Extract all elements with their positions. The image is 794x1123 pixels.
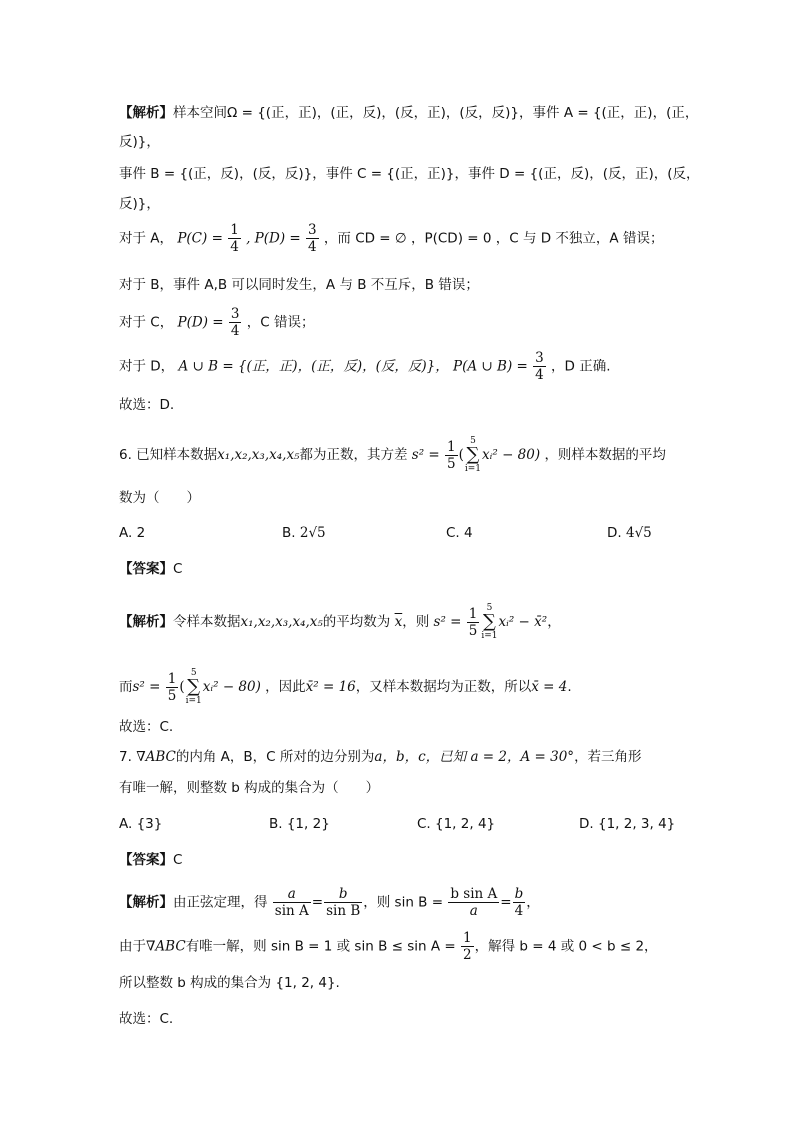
fraction: $\frac{1}{5}$ bbox=[447, 438, 456, 472]
q7-option-d: D. {1, 2, 3, 4} bbox=[579, 816, 676, 832]
q7-choice: 故选：C. bbox=[119, 1011, 174, 1027]
analysis-tag: 【解析】 bbox=[119, 105, 173, 121]
fraction: $\frac{b}{\text{sin B}}$ bbox=[326, 886, 361, 919]
q6-analysis-line-1: 【解析】令样本数据x₁,x₂,x₃,x₄,x₅的平均数为 $\overline{x}$，则 s² = $\frac{1}{5}$ 5 ∑ i=1 xᵢ² − x̄²， bbox=[119, 603, 561, 641]
q6-stem-line-2: 数为（ ） bbox=[119, 490, 200, 506]
q5-option-b-analysis: 对于 B，事件 A,B 可以同时发生，A 与 B 不互斥，B 错误； bbox=[119, 277, 479, 293]
q6-stem-line-1: 6. 已知样本数据x₁,x₂,x₃,x₄,x₅都为正数，其方差 s² = $\frac{1}{5}$ ( 5 ∑ i=1 xᵢ² − 80) ，则样本数据的平均 bbox=[119, 436, 666, 474]
fraction: $\frac{1}{5}$ bbox=[468, 605, 478, 639]
q7-stem-line-2: 有唯一解，则整数 b 构成的集合为（ ） bbox=[119, 780, 380, 796]
q5-analysis-line-2: 反)}， bbox=[119, 134, 160, 150]
analysis-tag: 【解析】 bbox=[119, 894, 173, 911]
answer-tag: 【答案】 bbox=[119, 561, 173, 577]
q5-option-c-analysis: 对于 C， P(D) = $\frac{3}{4}$ ，C 错误； bbox=[119, 306, 315, 339]
fraction: $\frac{3}{4}$ bbox=[308, 222, 317, 255]
q6-choice: 故选：C. bbox=[119, 719, 174, 735]
q7-analysis-line-3: 所以整数 b 构成的集合为 {1, 2, 4}. bbox=[119, 975, 340, 991]
analysis-tag: 【解析】 bbox=[119, 614, 173, 630]
q6-analysis-line-2: 而s² = $\frac{1}{5}$ ( 5 ∑ i=1 xᵢ² − 80) ，因此x̄² = 16，又样本数据均为正数，所以x̄ = 4. bbox=[119, 668, 572, 706]
q7-answer: 【答案】C bbox=[119, 852, 183, 868]
sigma-symbol: 5 ∑ i=1 bbox=[185, 668, 202, 706]
sigma-symbol: 5 ∑ i=1 bbox=[464, 436, 482, 474]
q5-analysis-line-4: 反)}， bbox=[119, 196, 160, 212]
fraction: $\frac{3}{4}$ bbox=[535, 350, 544, 383]
q7-option-b: B. {1, 2} bbox=[269, 816, 330, 832]
q6-option-c: C. 4 bbox=[446, 525, 473, 541]
q5-option-d-analysis: 对于 D， A ∪ B = {(正，正)，(正，反)，(反，反)}， P(A ∪ B) = $\frac{3}{4}$ ，D 正确. bbox=[119, 350, 611, 383]
q5-analysis-line-3: 事件 B = {(正，反)，(反，反)}，事件 C = {(正，正)}，事件 D = {(正，反)，(反，正)，(反， bbox=[119, 166, 700, 182]
q5-choice: 故选：D. bbox=[119, 397, 175, 413]
fraction: $\frac{b}{4}$ bbox=[514, 886, 524, 919]
q6-option-b: B. 2√5 bbox=[282, 525, 326, 541]
fraction: $\frac{3}{4}$ bbox=[230, 306, 240, 339]
q7-option-a: A. {3} bbox=[119, 816, 163, 832]
q6-answer: 【答案】C bbox=[119, 561, 183, 577]
q7-stem-line-1: 7. ∇ABC的内角 A，B，C 所对的边分别为a，b，c，已知 a = 2，A = 30°，若三角形 bbox=[119, 749, 642, 765]
sigma-symbol: 5 ∑ i=1 bbox=[481, 603, 498, 641]
q6-option-d: D. 4√5 bbox=[607, 525, 652, 541]
answer-tag: 【答案】 bbox=[119, 852, 173, 868]
q7-analysis-line-1: 【解析】由正弦定理，得 $\frac{a}{\text{sin A}}$ = $\frac{b}{\text{sin B}}$ ，则 sin B = $\frac{\text{b sin A}}{a}$ = $\frac{b}{4}$ ， bbox=[119, 886, 540, 919]
fraction: $\frac{1}{4}$ bbox=[230, 222, 239, 255]
fraction: $\frac{1}{2}$ bbox=[463, 930, 472, 963]
q7-option-c: C. {1, 2, 4} bbox=[417, 816, 496, 832]
fraction: $\frac{a}{\text{sin A}}$ bbox=[274, 886, 309, 919]
q5-analysis-line-1: 【解析】样本空间Ω = {(正，正)，(正，反)，(反，正)，(反，反)}，事件 A = {(正，正)，(正， bbox=[119, 105, 699, 121]
q7-analysis-line-2: 由于∇ABC有唯一解，则 sin B = 1 或 sin B ≤ sin A = $\frac{1}{2}$ ，解得 b = 4 或 0 < b ≤ 2， bbox=[119, 930, 658, 963]
fraction: $\frac{1}{5}$ bbox=[167, 670, 177, 704]
q5-option-a-analysis: 对于 A， P(C) = $\frac{1}{4}$ , P(D) = $\frac{3}{4}$ ，而 CD = ∅ ，P(CD) = 0 ，C 与 D 不独立，A 错误； bbox=[119, 222, 664, 255]
fraction: $\frac{\text{b sin A}}{a}$ bbox=[450, 886, 498, 919]
q6-option-a: A. 2 bbox=[119, 525, 146, 541]
